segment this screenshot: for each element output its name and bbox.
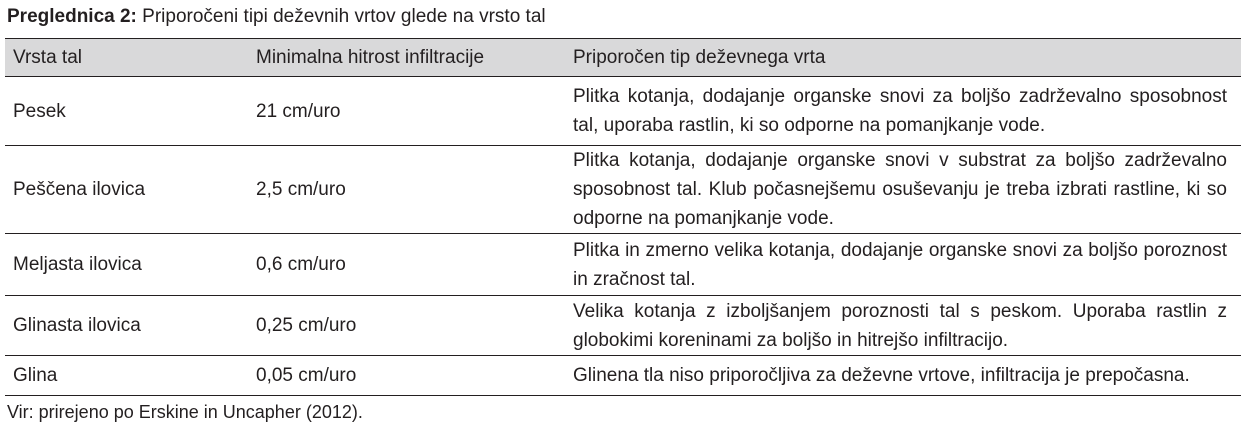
- infiltration-rate-cell: 0,6 cm/uro: [248, 234, 564, 296]
- table-row: [5, 77, 1241, 146]
- table-row: [5, 356, 1241, 396]
- recommendation-cell: Plitka in zmerno velika kotanja, dodajanje organske snovi za boljšo poroznost in zračnost tal.: [564, 234, 1241, 296]
- soil-type-cell: Pesek: [5, 77, 248, 146]
- soil-rain-garden-table: [5, 38, 1241, 396]
- column-header-garden-type: Priporočen tip deževnega vrta: [564, 39, 1241, 77]
- recommendation-cell: Velika kotanja z izboljšanjem poroznosti tal s peskom. Uporaba rastlin z globokimi koreninami za boljšo in hitrejšo infiltracijo.: [564, 296, 1241, 356]
- table-caption-label: Preglednica 2:: [7, 6, 137, 27]
- table-header-row: [5, 39, 1241, 77]
- soil-type-cell: Glina: [5, 356, 248, 396]
- infiltration-rate-cell: 0,25 cm/uro: [248, 296, 564, 356]
- soil-type-cell: Glinasta ilovica: [5, 296, 248, 356]
- table-caption-text: Priporočeni tipi deževnih vrtov glede na vrsto tal: [136, 6, 546, 27]
- recommendation-cell: Plitka kotanja, dodajanje organske snovi za boljšo zadrževalno sposobnost tal, uporaba rastlin, ki so odporne na pomanjkanje vode.: [564, 77, 1241, 146]
- table-row: [5, 234, 1241, 296]
- infiltration-rate-cell: 2,5 cm/uro: [248, 146, 564, 234]
- soil-type-cell: Peščena ilovica: [5, 146, 248, 234]
- recommendation-cell: Plitka kotanja, dodajanje organske snovi v substrat za boljšo zadrževalno sposobnost tal. Klub počasnejšemu osuševanju je treba izbrati rastline, ki so odporne na pomanjkanje vode.: [564, 146, 1241, 234]
- soil-type-cell: Meljasta ilovica: [5, 234, 248, 296]
- table-row: [5, 146, 1241, 234]
- infiltration-rate-cell: 0,05 cm/uro: [248, 356, 564, 396]
- infiltration-rate-cell: 21 cm/uro: [248, 77, 564, 146]
- column-header-infiltration-rate: Minimalna hitrost infiltracije: [248, 39, 564, 77]
- source-note: Vir: prirejeno po Erskine in Uncapher (2012).: [7, 402, 363, 422]
- table-row: [5, 296, 1241, 356]
- table-caption: [7, 6, 546, 28]
- recommendation-cell: Glinena tla niso priporočljiva za deževne vrtove, infiltracija je prepočasna.: [564, 356, 1241, 396]
- column-header-soil-type: Vrsta tal: [5, 39, 248, 77]
